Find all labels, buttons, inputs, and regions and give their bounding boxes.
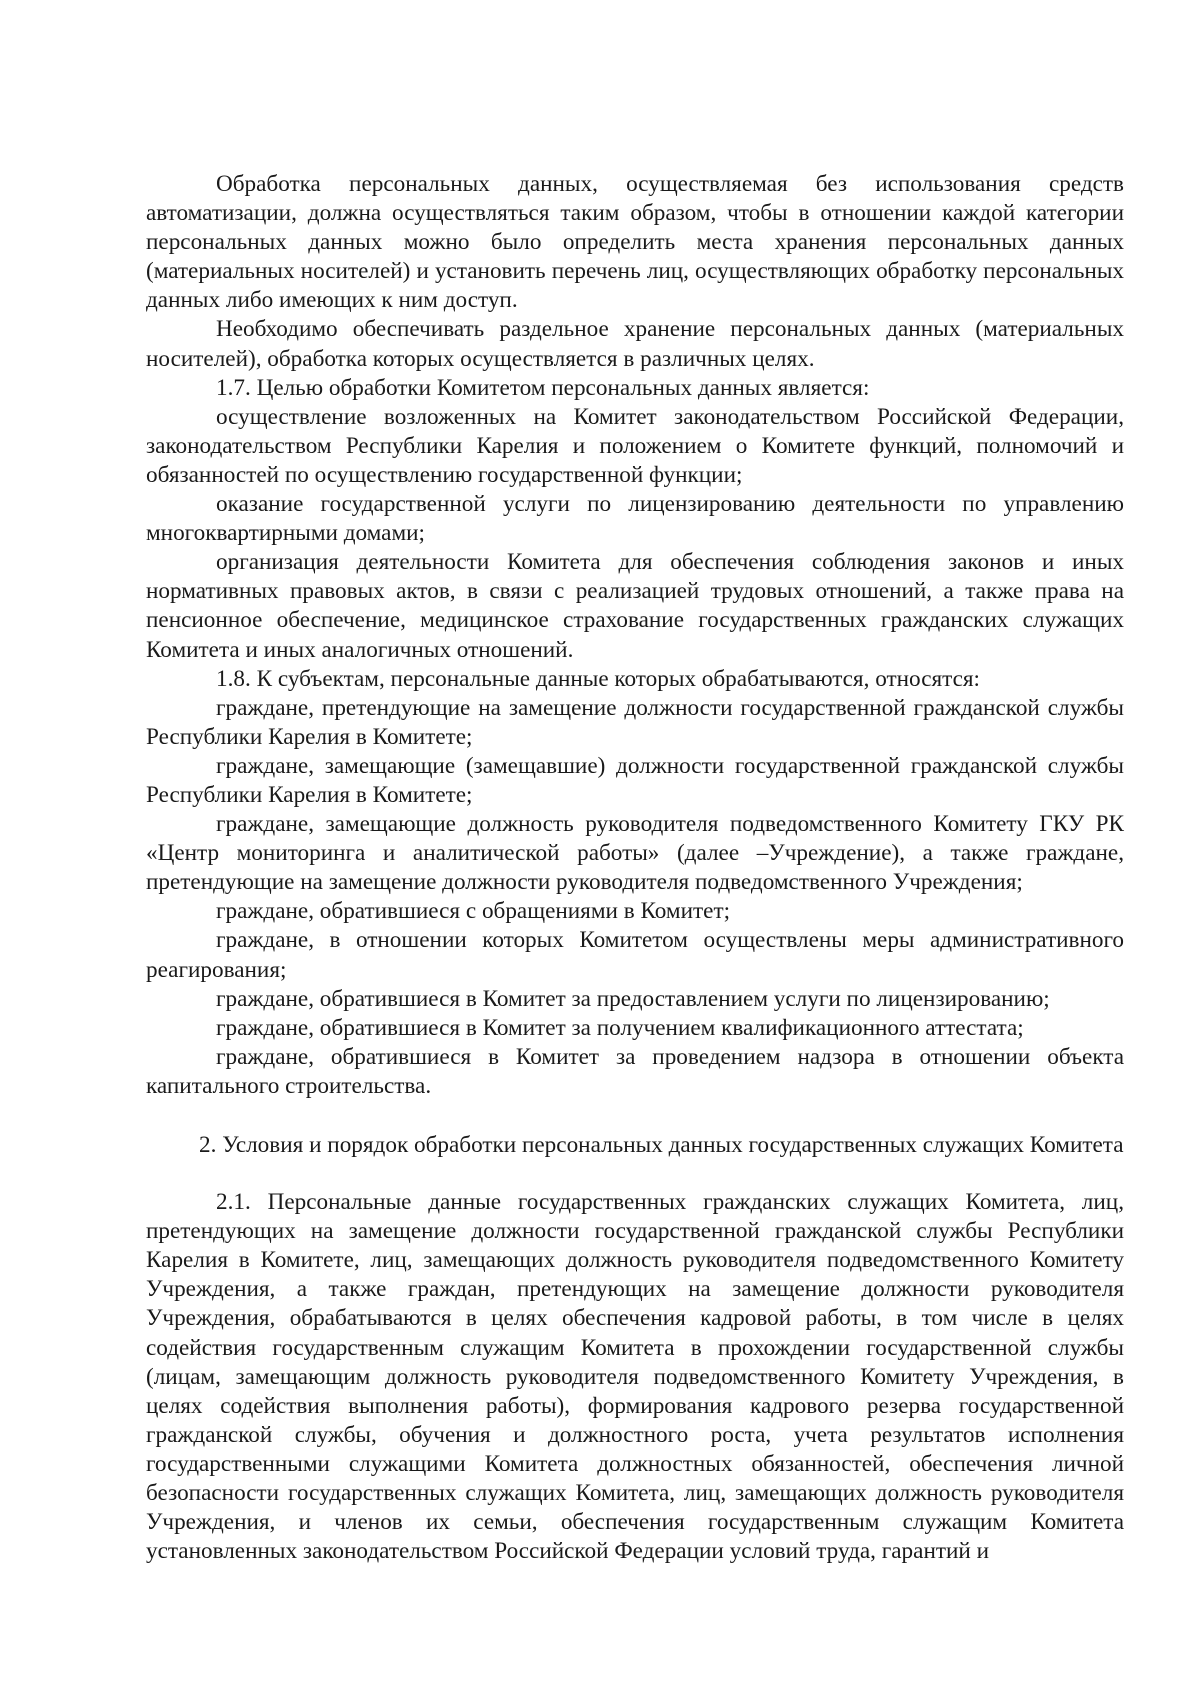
paragraph-subject-qualification-certificate: граждане, обратившиеся в Комитет за получением квалификационного аттестата;	[216, 1014, 1024, 1041]
paragraph-subject-employees: граждане, замещающие (замещавшие) должности государственной гражданской службы Республики Карелия в Комитете;	[146, 752, 1124, 808]
document-page	[146, 170, 1124, 1566]
paragraph-purpose-licensing: оказание государственной услуги по лицензированию деятельности по управлению многоквартирными домами;	[146, 491, 1124, 547]
paragraph-subject-licensing-service: граждане, обратившиеся в Комитет за предоставлением услуги по лицензированию;	[216, 985, 1050, 1012]
paragraph-subject-administrative-measures: граждане, в отношении которых Комитетом осуществлены меры административного реагирования;	[146, 927, 1124, 983]
paragraph-purpose-functions: осуществление возложенных на Комитет законодательством Российской Федерации, законодательством Республики Карелия и положением о Комитете функций, полномочий и обязанностей по осуществлению государственной функции;	[146, 403, 1124, 488]
paragraph-subject-applicants: граждане, претендующие на замещение должности государственной гражданской службы Республики Карелия в Комитете;	[146, 694, 1124, 750]
paragraph-2-1: 2.1. Персональные данные государственных гражданских служащих Комитета, лиц, претендующих на замещение должности государственной гражданской службы Республики Карелия в Комитете, лиц, замещающих должность руководителя подведомственного Комитету Учреждения, а также граждан, претендующих на замещение должности руководителя Учреждения, обрабатываются в целях обеспечения кадровой работы, в том числе в целях содействия государственным служащим Комитета в прохождении государственной службы (лицам, замещающим должность руководителя подведомственного Комитету Учреждения, в целях содействия выполнения работы), формирования кадрового резерва государственной гражданской службы, обучения и должностного роста, учета результатов исполнения государственными служащими Комитета должностных обязанностей, обеспечения личной безопасности государственных служащих Комитета, лиц, замещающих должность руководителя Учреждения, и членов их семьи, обеспечения государственным служащим Комитета установленных законодательством Российской Федерации условий труда, гарантий и	[146, 1189, 1124, 1565]
paragraph-subject-appeals: граждане, обратившиеся с обращениями в Комитет;	[216, 898, 731, 925]
paragraph-subject-institution-head: граждане, замещающие должность руководителя подведомственного Комитету ГКУ РК «Центр мониторинга и аналитической работы» (далее –Учреждение), а также граждане, претендующие на замещение должности руководителя подведомственного Учреждения;	[146, 811, 1124, 896]
paragraph-1-7-purpose: 1.7. Целью обработки Комитетом персональных данных является:	[216, 374, 870, 401]
paragraph-separate-storage: Необходимо обеспечивать раздельное хранение персональных данных (материальных носителей), обработка которых осуществляется в различных целях.	[146, 316, 1124, 372]
paragraph-processing-without-automation: Обработка персональных данных, осуществляемая без использования средств автоматизации, должна осуществляться таким образом, чтобы в отношении каждой категории персональных данных можно было определить места хранения персональных данных (материальных носителей) и установить перечень лиц, осуществляющих обработку персональных данных либо имеющих к ним доступ.	[146, 171, 1124, 314]
paragraph-purpose-labor-relations: организация деятельности Комитета для обеспечения соблюдения законов и иных нормативных правовых актов, в связи с реализацией трудовых отношений, а также права на пенсионное обеспечение, медицинское страхование государственных гражданских служащих Комитета и иных аналогичных отношений.	[146, 549, 1124, 663]
section-2-heading: 2. Условия и порядок обработки персональных данных государственных служащих Комитета	[199, 1132, 1124, 1158]
paragraph-1-8-subjects: 1.8. К субъектам, персональные данные которых обрабатываются, относятся:	[216, 665, 980, 692]
paragraph-subject-construction-supervision: граждане, обратившиеся в Комитет за проведением надзора в отношении объекта капитального строительства.	[146, 1043, 1124, 1099]
